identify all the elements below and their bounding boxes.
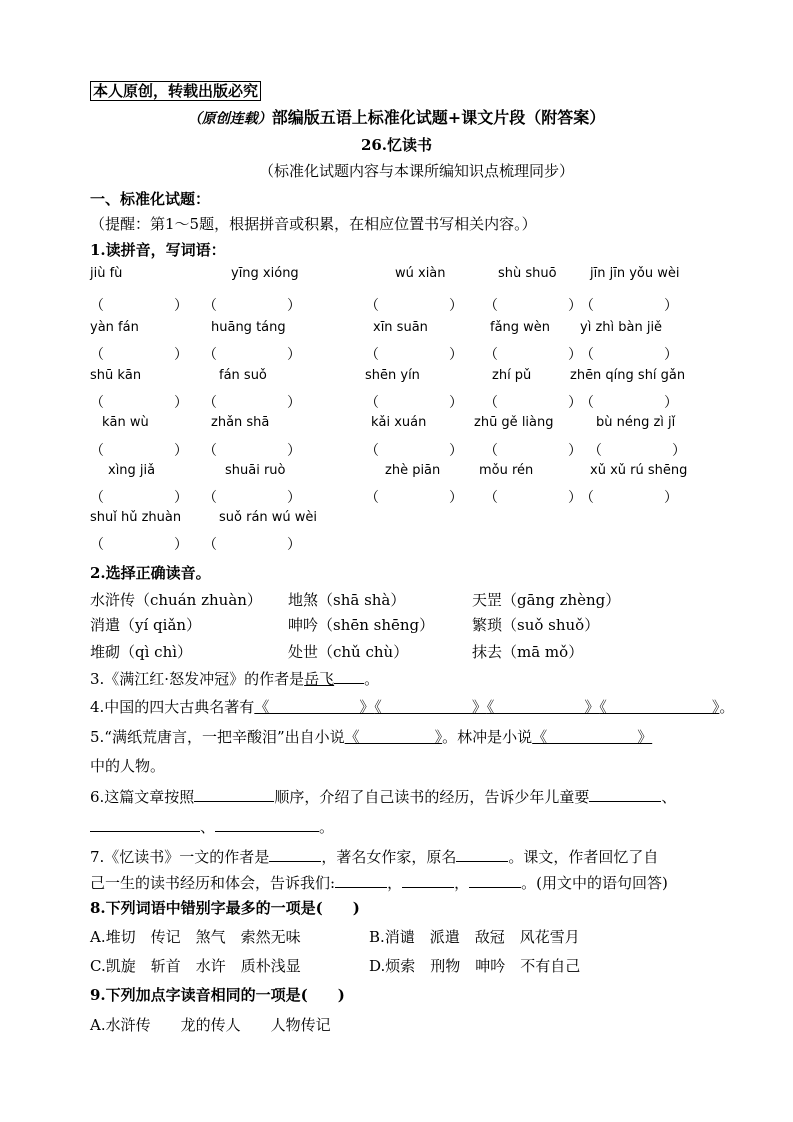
- answer-parentheses[interactable]: （ ）: [365, 298, 463, 314]
- answer-parentheses[interactable]: （ ）: [90, 490, 188, 506]
- answer-parentheses[interactable]: （ ）: [203, 298, 301, 314]
- answer-parentheses[interactable]: （ ）: [203, 490, 301, 506]
- q8-option-d[interactable]: D.烦索 刑物 呻吟 不有自己: [369, 957, 581, 975]
- pinyin-label: bù néng zì jǐ: [596, 415, 676, 430]
- q4-blank-2[interactable]: 《 》: [374, 698, 487, 716]
- q6-sep-2: 、: [200, 818, 216, 836]
- q6-mid: 顺序，介绍了自己读书的经历，告诉少年儿童要: [274, 788, 590, 806]
- q4-text: 4.中国的四大古典名著有: [90, 698, 255, 716]
- q5-line2: 中的人物。: [90, 757, 166, 775]
- pinyin-label: yīng xióng: [231, 266, 299, 281]
- q7-sep-1: ，: [387, 874, 403, 892]
- answer-parentheses[interactable]: （ ）: [365, 395, 463, 411]
- question-6: [90, 786, 676, 807]
- answer-parentheses[interactable]: （ ）: [580, 490, 678, 506]
- answer-parentheses[interactable]: （ ）: [365, 490, 463, 506]
- pronunciation-choice[interactable]: 消遣（yí qiǎn）: [90, 616, 202, 634]
- answer-parentheses[interactable]: （ ）: [203, 347, 301, 363]
- pinyin-label: fán suǒ: [219, 368, 267, 383]
- q4-blank-3[interactable]: 《 》: [486, 698, 600, 716]
- answer-parentheses[interactable]: （ ）: [90, 537, 188, 553]
- q6-text: 6.这篇文章按照: [90, 788, 195, 806]
- pinyin-label: kān wù: [102, 415, 149, 430]
- q8-option-c[interactable]: C.凯旋 斩首 水许 质朴浅显: [90, 957, 301, 975]
- pinyin-label: kǎi xuán: [371, 415, 427, 430]
- pinyin-label: shuāi ruò: [225, 463, 286, 478]
- pinyin-label: shū kān: [90, 368, 142, 383]
- pronunciation-choice[interactable]: 抹去（mā mǒ）: [472, 643, 584, 661]
- pronunciation-choice[interactable]: 地煞（shā shà）: [288, 591, 406, 609]
- q5-mid: 。林冲是小说: [442, 728, 533, 746]
- q7-blank-5[interactable]: [469, 873, 521, 888]
- pronunciation-choice[interactable]: 堆砌（qì chì）: [90, 643, 193, 661]
- q5-blank-1[interactable]: 《 》: [344, 728, 443, 746]
- q6-blank-3[interactable]: [90, 817, 200, 832]
- q6-line2: [90, 816, 334, 837]
- pinyin-label: wú xiàn: [395, 266, 446, 281]
- q6-end: 。: [319, 818, 335, 836]
- answer-parentheses[interactable]: （ ）: [90, 395, 188, 411]
- q2-title: 2.选择正确读音。: [90, 564, 211, 582]
- answer-parentheses[interactable]: （ ）: [203, 537, 301, 553]
- q3-answer: 岳飞: [304, 670, 335, 688]
- pinyin-label: xǔ xǔ rú shēng: [590, 463, 688, 478]
- pronunciation-choice[interactable]: 呻吟（shēn shēng）: [288, 616, 435, 634]
- q4-blank-4[interactable]: 《 》: [599, 698, 720, 716]
- q7-text-b: ，著名女作家，原名: [321, 848, 457, 866]
- pinyin-label: jiù fù: [90, 266, 123, 281]
- pinyin-label: fǎng wèn: [490, 320, 551, 335]
- answer-parentheses[interactable]: （ ）: [484, 443, 582, 459]
- lesson-title: 26.忆读书: [360, 136, 433, 154]
- q3-blank[interactable]: [334, 669, 364, 684]
- pinyin-label: zhū gě liàng: [474, 415, 554, 430]
- pinyin-label: shēn yín: [365, 368, 420, 383]
- answer-parentheses[interactable]: （ ）: [484, 298, 582, 314]
- answer-parentheses[interactable]: （ ）: [90, 298, 188, 314]
- pinyin-label: zhēn qíng shí gǎn: [570, 368, 686, 383]
- pinyin-label: zhǎn shā: [211, 415, 270, 430]
- answer-parentheses[interactable]: （ ）: [484, 395, 582, 411]
- answer-parentheses[interactable]: （ ）: [365, 443, 463, 459]
- answer-parentheses[interactable]: （ ）: [90, 347, 188, 363]
- q7-blank-3[interactable]: [335, 873, 387, 888]
- q8-title: 8.下列词语中错别字最多的一项是( ): [90, 899, 360, 917]
- question-5: [90, 726, 652, 747]
- q9-option-a[interactable]: A.水浒传 龙的传人 人物传记: [90, 1016, 331, 1034]
- answer-parentheses[interactable]: （ ）: [484, 347, 582, 363]
- q5-text: 5.“满纸荒唐言，一把辛酸泪”出自小说: [90, 728, 345, 746]
- hint-text: （提醒：第1～5题，根据拼音或积累，在相应位置书写相关内容。）: [90, 215, 537, 233]
- copyright-notice: 本人原创，转载出版必究: [90, 81, 261, 101]
- q7-text-a: 7.《忆读书》一文的作者是: [90, 848, 270, 866]
- q6-blank-4[interactable]: [215, 817, 319, 832]
- pinyin-label: suǒ rán wú wèi: [219, 510, 318, 525]
- pinyin-label: xìng jiǎ: [108, 463, 156, 478]
- answer-parentheses[interactable]: （ ）: [203, 395, 301, 411]
- pinyin-label: zhí pǔ: [492, 368, 532, 383]
- q6-sep-1: 、: [661, 788, 677, 806]
- title-prefix: （原创连载）: [187, 111, 272, 127]
- answer-parentheses[interactable]: （ ）: [365, 347, 463, 363]
- q1-title: 1.读拼音，写词语：: [90, 241, 226, 259]
- answer-parentheses[interactable]: （ ）: [90, 443, 188, 459]
- q3-text: 3.《满江红·怒发冲冠》的作者是: [90, 670, 305, 688]
- q7-text-d: 己一生的读书经历和体会，告诉我们:: [90, 874, 336, 892]
- pinyin-label: xīn suān: [373, 320, 428, 335]
- pinyin-label: jīn jīn yǒu wèi: [590, 266, 680, 281]
- q9-title: 9.下列加点字读音相同的一项是( ): [90, 986, 345, 1004]
- question-7: [90, 846, 658, 867]
- answer-parentheses[interactable]: （ ）: [580, 347, 678, 363]
- pinyin-label: yàn fán: [90, 320, 139, 335]
- page-title: [0, 105, 793, 128]
- pinyin-label: huāng táng: [211, 320, 286, 335]
- q7-blank-2[interactable]: [456, 847, 508, 862]
- title-main: 部编版五语上标准化试题+课文片段（附答案）: [271, 108, 606, 127]
- q7-blank-1[interactable]: [269, 847, 321, 862]
- q5-blank-2[interactable]: 《 》: [532, 728, 653, 746]
- q6-blank-1[interactable]: [194, 787, 274, 802]
- q4-end: 。: [719, 698, 735, 716]
- answer-parentheses[interactable]: （ ）: [580, 298, 678, 314]
- pinyin-label: shù shuō: [498, 266, 557, 281]
- answer-parentheses[interactable]: （ ）: [203, 443, 301, 459]
- answer-parentheses[interactable]: （ ）: [580, 395, 678, 411]
- pinyin-label: zhè piān: [385, 463, 441, 478]
- section-heading: 一、标准化试题：: [90, 190, 211, 208]
- answer-parentheses[interactable]: （ ）: [484, 490, 582, 506]
- pronunciation-choice[interactable]: 繁琐（suǒ shuǒ）: [472, 616, 600, 634]
- question-4: [90, 696, 734, 717]
- pronunciation-choice[interactable]: 处世（chǔ chù）: [288, 643, 409, 661]
- q8-option-a[interactable]: A.堆切 传记 煞气 索然无味: [90, 928, 301, 946]
- pinyin-label: yì zhì bàn jiě: [580, 320, 663, 335]
- pronunciation-choice[interactable]: 水浒传（chuán zhuàn）: [90, 591, 262, 609]
- page-subtitle: （标准化试题内容与本课所编知识点梳理同步）: [258, 162, 574, 180]
- q7-blank-4[interactable]: [402, 873, 454, 888]
- pinyin-label: shuǐ hǔ zhuàn: [90, 510, 182, 525]
- q3-end: 。: [364, 670, 380, 688]
- q4-blank-1[interactable]: 《 》: [254, 698, 375, 716]
- q6-blank-2[interactable]: [589, 787, 661, 802]
- pinyin-label: mǒu rén: [479, 463, 534, 478]
- q7-text-c: 。课文，作者回忆了自: [508, 848, 659, 866]
- q8-option-b[interactable]: B.消谴 派遣 敌冠 风花雪月: [369, 928, 580, 946]
- q7-line2: [90, 872, 668, 893]
- q7-sep-2: ，: [454, 874, 470, 892]
- pronunciation-choice[interactable]: 天罡（gāng zhèng）: [472, 591, 621, 609]
- q7-text-g: 。(用文中的语句回答): [521, 874, 668, 892]
- answer-parentheses[interactable]: （ ）: [588, 443, 686, 459]
- question-3: [90, 668, 379, 689]
